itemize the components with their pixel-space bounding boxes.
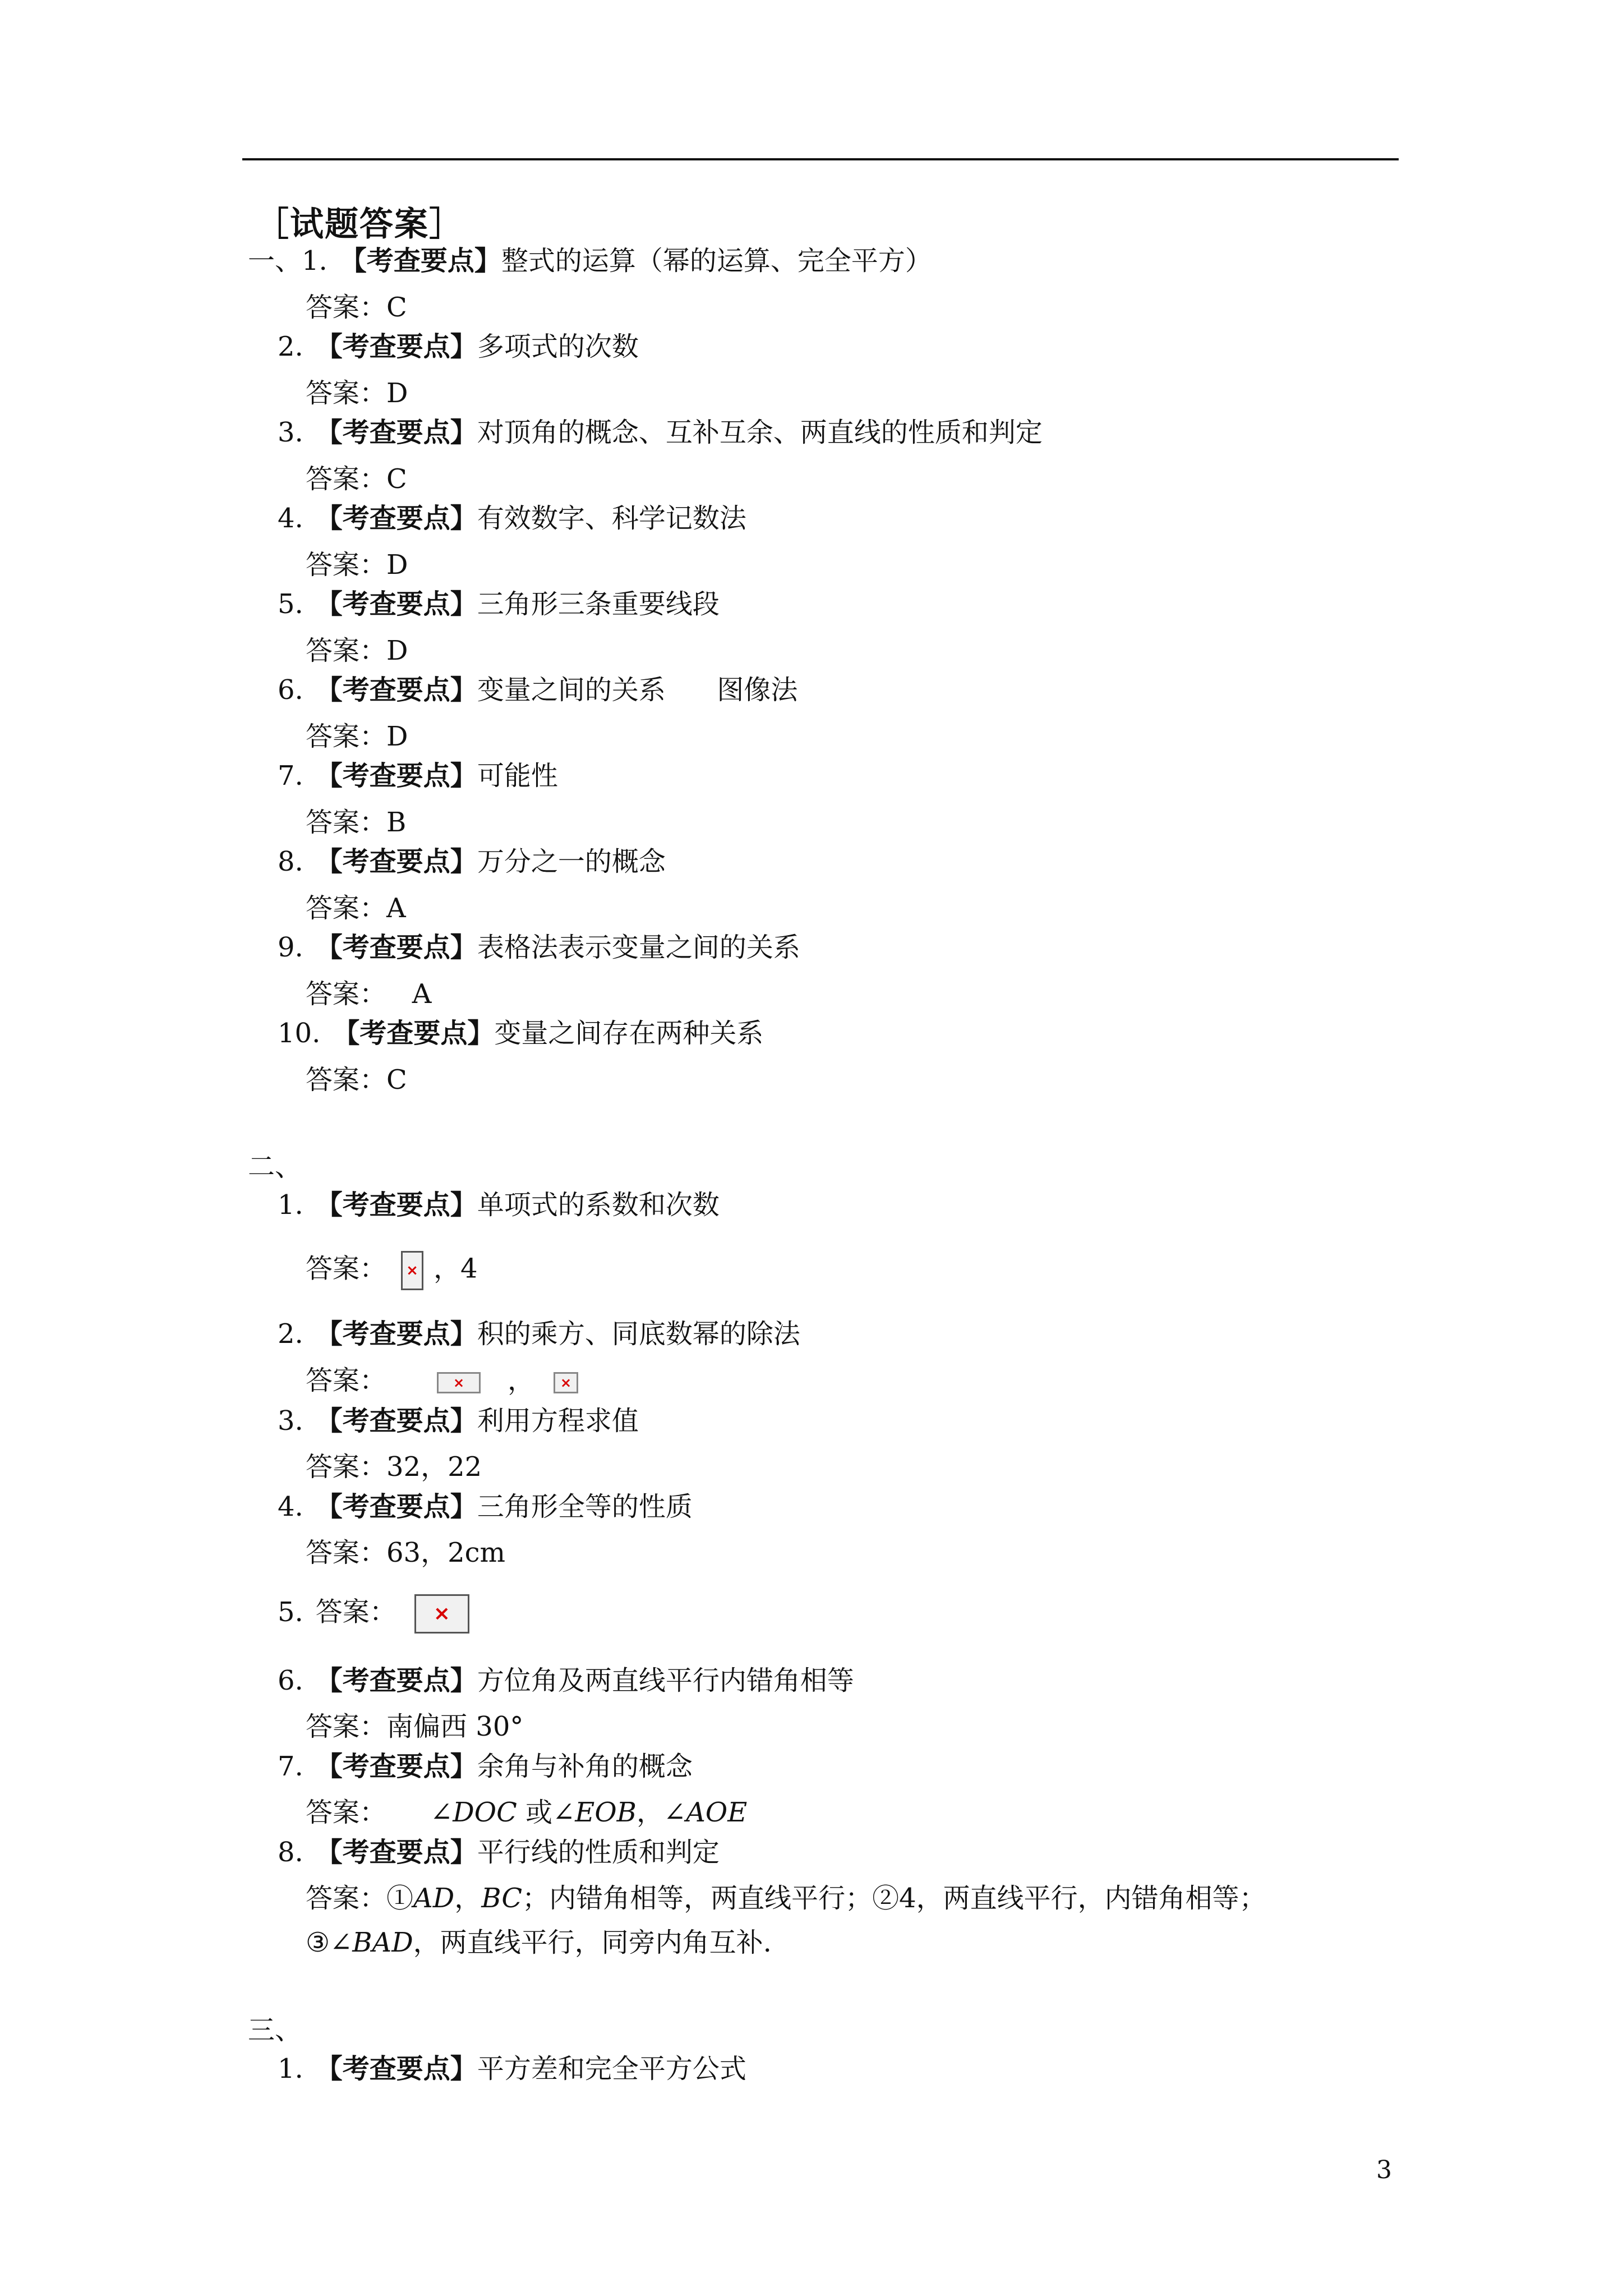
s2-item-5: 5. 答案： × bbox=[278, 1594, 469, 1634]
s1-item-8: 8. 【考查要点】万分之一的概念 bbox=[278, 846, 666, 877]
s2-answer-7: 答案： ∠DOC 或∠EOB，∠AOE bbox=[306, 1797, 748, 1828]
s1-answer-6: 答案：D bbox=[306, 721, 408, 752]
broken-image-icon: × bbox=[554, 1372, 578, 1393]
header-rule bbox=[242, 158, 1399, 160]
s3-item-1: 1. 【考查要点】平方差和完全平方公式 bbox=[278, 2053, 746, 2085]
s2-answer-6: 答案：南偏西 30° bbox=[306, 1711, 524, 1742]
page-number: 3 bbox=[1376, 2156, 1392, 2184]
answers-title: ［试题答案］ bbox=[255, 205, 464, 244]
s1-item-3: 3. 【考查要点】对顶角的概念、互补互余、两直线的性质和判定 bbox=[278, 417, 1043, 448]
s1-answer-3: 答案：C bbox=[306, 463, 407, 495]
s1-answer-2: 答案：D bbox=[306, 378, 408, 409]
s1-answer-7: 答案：B bbox=[306, 807, 407, 838]
s1-item-5: 5. 【考查要点】三角形三条重要线段 bbox=[278, 588, 720, 620]
s2-answer-2: 答案： × ， × bbox=[306, 1364, 578, 1397]
s2-item-7: 7. 【考查要点】余角与补角的概念 bbox=[278, 1751, 693, 1782]
s2-item-1: 1. 【考查要点】单项式的系数和次数 bbox=[278, 1189, 720, 1221]
s1-answer-8: 答案：A bbox=[306, 892, 406, 924]
broken-image-icon: × bbox=[401, 1251, 423, 1290]
s2-item-2: 2. 【考查要点】积的乘方、同底数幂的除法 bbox=[278, 1318, 800, 1350]
s2-item-6: 6. 【考查要点】方位角及两直线平行内错角相等 bbox=[278, 1665, 854, 1696]
s1-item-6: 6. 【考查要点】变量之间的关系 图像法 bbox=[278, 674, 798, 706]
s1-item-10: 10. 【考查要点】变量之间存在两种关系 bbox=[278, 1018, 764, 1049]
s1-answer-9: 答案： A bbox=[306, 978, 432, 1010]
s2-item-8: 8. 【考查要点】平行线的性质和判定 bbox=[278, 1837, 720, 1868]
s2-answer-1: 答案： × ，4 bbox=[306, 1251, 478, 1290]
s2-answer-3: 答案：32，22 bbox=[306, 1451, 482, 1483]
s1-answer-5: 答案：D bbox=[306, 635, 408, 666]
s2-item-4: 4. 【考查要点】三角形全等的性质 bbox=[278, 1491, 693, 1522]
s2-answer-8-line-1: 答案：①AD，BC；内错角相等，两直线平行；②4，两直线平行，内错角相等； bbox=[306, 1883, 1266, 1914]
s1-item-4: 4. 【考查要点】有效数字、科学记数法 bbox=[278, 503, 746, 534]
s1-item-7: 7. 【考查要点】可能性 bbox=[278, 760, 558, 792]
s1-item-2: 2. 【考查要点】多项式的次数 bbox=[278, 331, 639, 362]
broken-image-icon: × bbox=[437, 1372, 481, 1393]
s1-answer-4: 答案：D bbox=[306, 549, 408, 581]
s1-answer-10: 答案：C bbox=[306, 1064, 407, 1096]
s1-answer-1: 答案：C bbox=[306, 292, 407, 323]
section-2-marker: 二、 bbox=[248, 1151, 302, 1182]
s1-item-9: 9. 【考查要点】表格法表示变量之间的关系 bbox=[278, 932, 800, 963]
s2-answer-8-line-2: ③∠BAD，两直线平行，同旁内角互补. bbox=[306, 1927, 772, 1958]
broken-image-icon: × bbox=[414, 1594, 469, 1634]
section-1-marker: 一、 bbox=[248, 245, 302, 277]
s2-item-3: 3. 【考查要点】利用方程求值 bbox=[278, 1405, 639, 1437]
section-3-marker: 三、 bbox=[248, 2014, 302, 2046]
s2-answer-4: 答案：63，2cm bbox=[306, 1537, 506, 1568]
s1-item-1: 一、1. 【考查要点】整式的运算（幂的运算、完全平方） bbox=[248, 245, 932, 277]
